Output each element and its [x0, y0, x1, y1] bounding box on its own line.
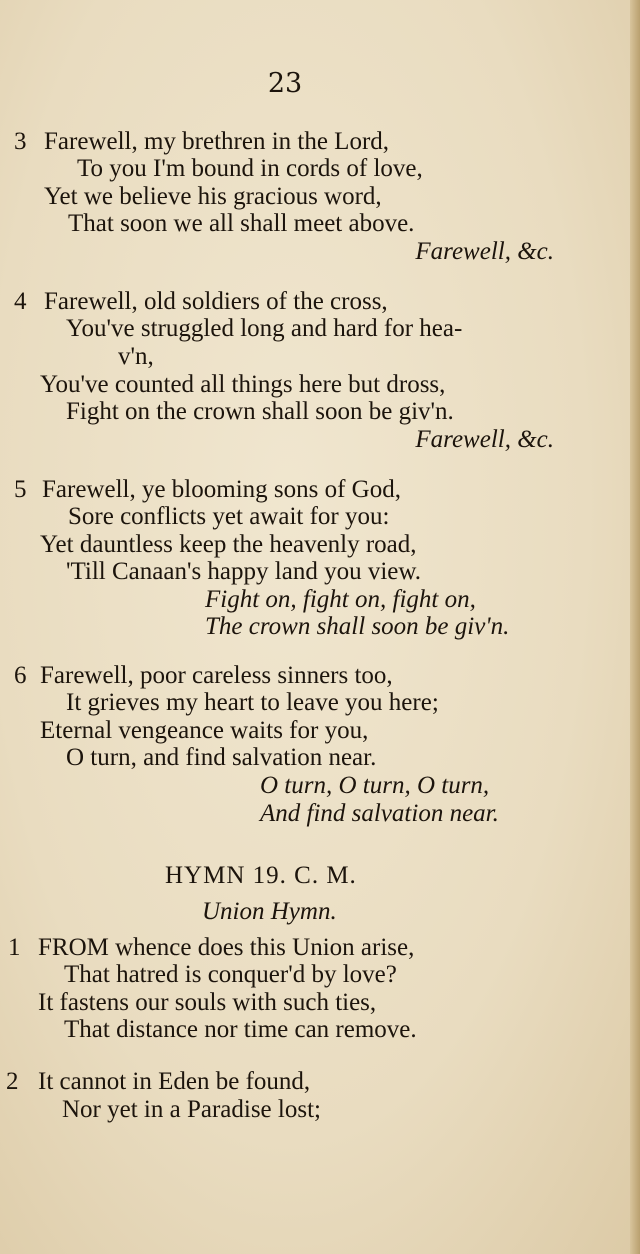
verse-number: 2	[6, 1068, 19, 1095]
verse-number: 1	[8, 934, 21, 961]
refrain-line: Farewell, &c.	[415, 426, 554, 453]
verse-line: Eternal vengeance waits for you,	[40, 717, 369, 744]
verse-line: Farewell, old soldiers of the cross,	[44, 288, 388, 315]
verse-number: 6	[14, 662, 27, 689]
verse-line: FROM whence does this Union arise,	[38, 934, 415, 961]
refrain-line: The crown shall soon be giv'n.	[205, 613, 510, 640]
verse-line: Farewell, poor careless sinners too,	[40, 662, 393, 689]
verse-line: Yet we believe his gracious word,	[44, 183, 382, 210]
refrain-line: And find salvation near.	[260, 800, 499, 827]
verse-number: 3	[14, 128, 27, 155]
verse-line: That hatred is conquer'd by love?	[64, 961, 397, 988]
verse-line: v'n,	[118, 343, 154, 370]
hymn-heading: HYMN 19. C. M.	[165, 862, 357, 889]
verse-line: O turn, and find salvation near.	[66, 744, 377, 771]
verse-line: Farewell, my brethren in the Lord,	[44, 128, 390, 155]
refrain-line: Fight on, fight on, fight on,	[205, 586, 476, 613]
verse-line: Sore conflicts yet await for you:	[68, 503, 390, 530]
refrain-line: O turn, O turn, O turn,	[260, 772, 490, 799]
verse-number: 5	[14, 476, 27, 503]
verse-line: That distance nor time can remove.	[64, 1016, 417, 1043]
verse-line: It fastens our souls with such ties,	[38, 989, 377, 1016]
page-number: 23	[267, 68, 303, 99]
page-edge	[630, 0, 640, 1254]
verse-line: It cannot in Eden be found,	[38, 1068, 311, 1095]
verse-line: Fight on the crown shall soon be giv'n.	[66, 398, 454, 425]
refrain-line: Farewell, &c.	[415, 238, 554, 265]
verse-line: You've counted all things here but dross,	[40, 371, 446, 398]
verse-line: Nor yet in a Paradise lost;	[62, 1096, 321, 1123]
verse-number: 4	[14, 288, 27, 315]
verse-line: 'Till Canaan's happy land you view.	[66, 558, 422, 585]
verse-line: That soon we all shall meet above.	[68, 210, 415, 237]
verse-line: To you I'm bound in cords of love,	[77, 155, 423, 182]
verse-line: You've struggled long and hard for hea-	[66, 315, 463, 342]
hymn-subtitle: Union Hymn.	[202, 898, 337, 925]
verse-line: Farewell, ye blooming sons of God,	[42, 476, 401, 503]
verse-line: Yet dauntless keep the heavenly road,	[40, 531, 417, 558]
verse-line: It grieves my heart to leave you here;	[66, 689, 439, 716]
